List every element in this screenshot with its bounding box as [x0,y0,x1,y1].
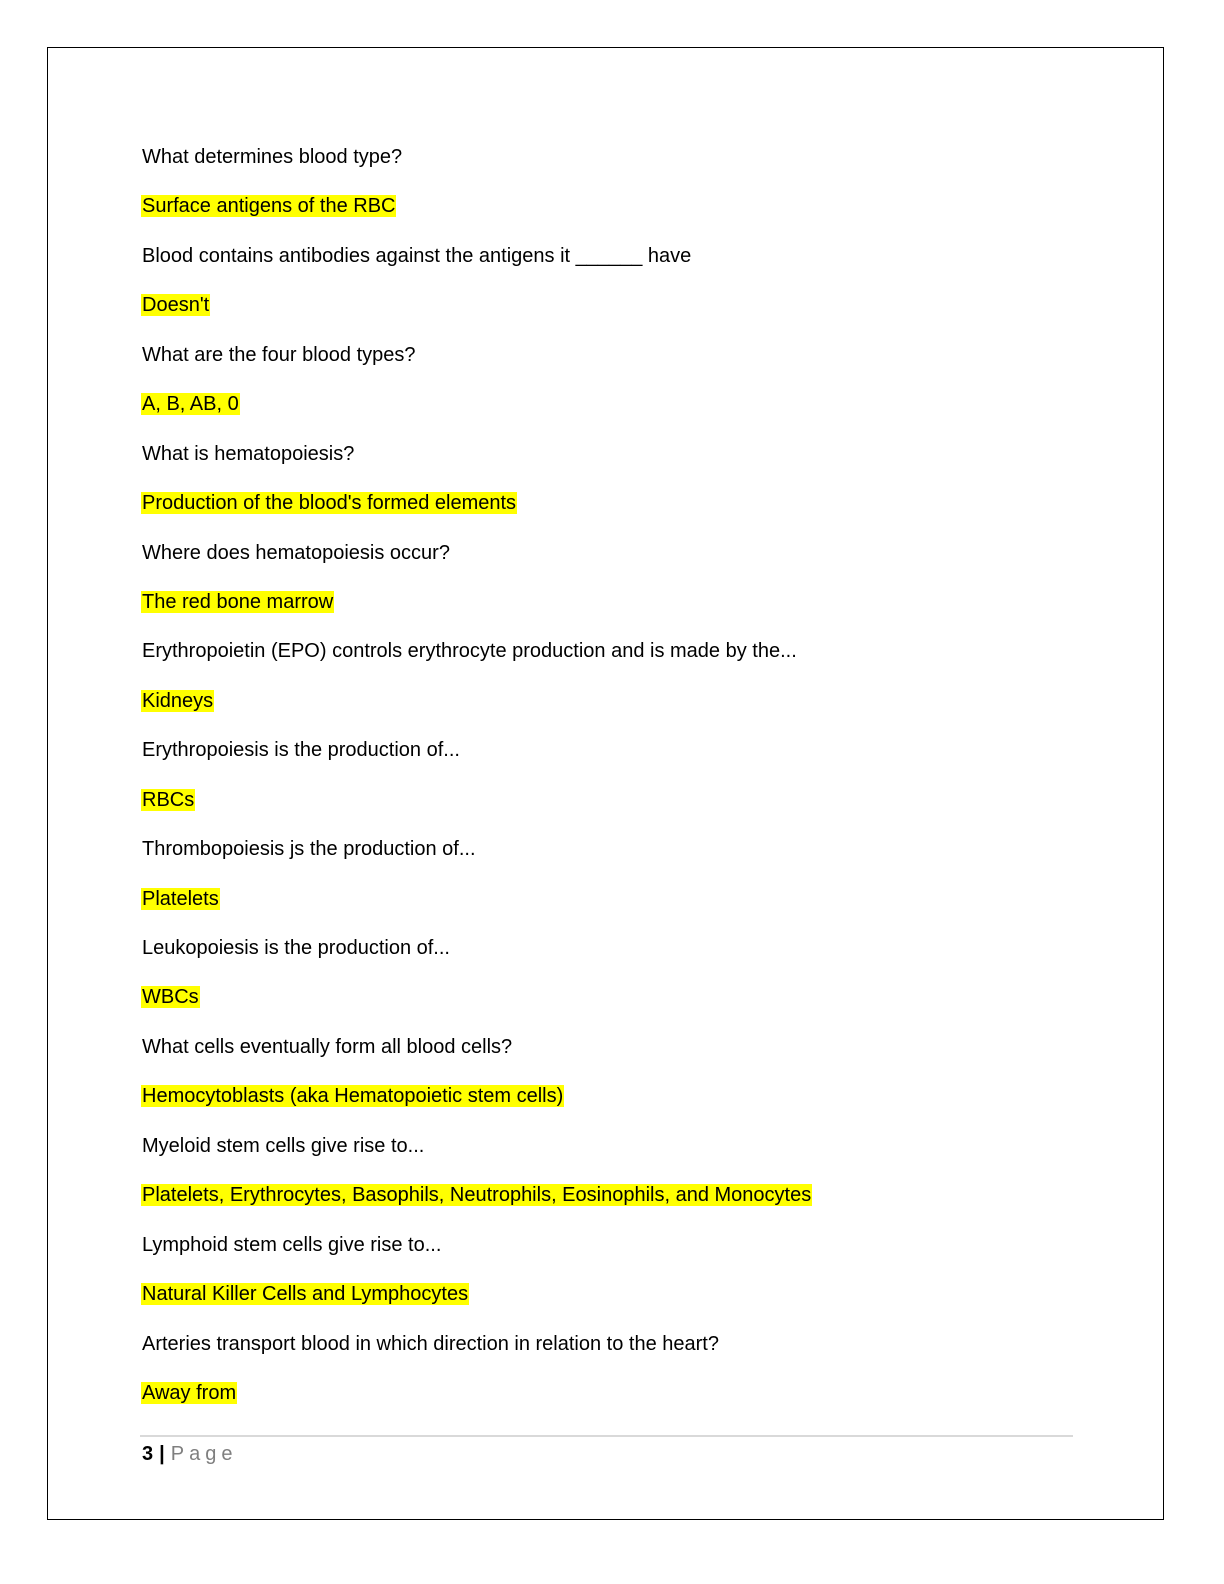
question-line: What cells eventually form all blood cells? [142,1035,513,1058]
footer-rule [140,1435,1073,1437]
answer-line: Kidneys [142,689,214,712]
question-line: Erythropoiesis is the production of... [142,739,460,762]
answer-line: Surface antigens of the RBC [142,195,396,218]
page-label: Page [170,1443,238,1465]
question-line: Erythropoietin (EPO) controls erythrocyte production and is made by the... [142,640,797,663]
answer-line: The red bone marrow [142,590,334,613]
question-line: Myeloid stem cells give rise to... [142,1134,425,1157]
question-line: What are the four blood types? [142,343,416,366]
question-line: Lymphoid stem cells give rise to... [142,1233,442,1256]
footer-separator: | [159,1443,165,1465]
question-line: Arteries transport blood in which direction in relation to the heart? [142,1332,719,1355]
page-footer [142,1440,237,1468]
question-line: What is hematopoiesis? [142,442,355,465]
answer-line: Natural Killer Cells and Lymphocytes [142,1283,469,1306]
question-line: Where does hematopoiesis occur? [142,541,450,564]
document-body [142,143,1072,1428]
question-line: Leukopoiesis is the production of... [142,937,450,959]
answer-line: A, B, AB, 0 [142,393,239,416]
answer-line: Platelets [142,887,219,910]
answer-line: Production of the blood's formed elements [142,492,517,515]
question-line: What determines blood type? [142,146,403,168]
answer-line: Away from [142,1381,237,1404]
page-number: 3 [142,1443,154,1465]
question-line: Blood contains antibodies against the antigens it ______ have [142,244,692,267]
question-line: Thrombopoiesis js the production of... [142,838,476,861]
answer-line: Platelets, Erythrocytes, Basophils, Neutrophils, Eosinophils, and Monocytes [142,1184,812,1207]
answer-line: WBCs [142,986,199,1009]
answer-line: Hemocytoblasts (aka Hematopoietic stem cells) [142,1085,564,1108]
answer-line: RBCs [142,788,195,811]
answer-line: Doesn't [142,294,210,317]
